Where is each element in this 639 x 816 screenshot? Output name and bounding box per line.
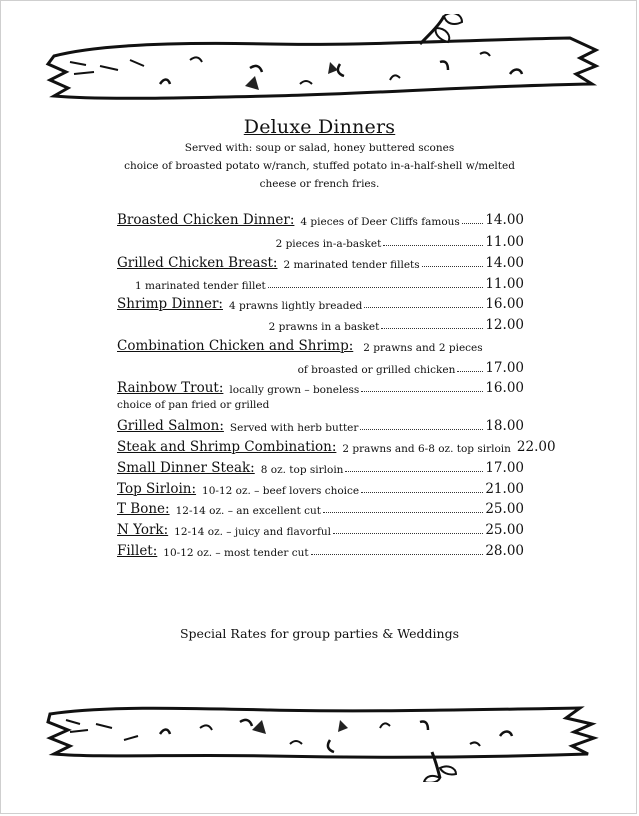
item-desc: 2 prawns in a basket bbox=[268, 321, 380, 333]
item-name: Broasted Chicken Dinner: bbox=[117, 212, 295, 228]
menu-row-grilled-chicken-single bbox=[135, 274, 524, 292]
special-rates-note: Special Rates for group parties & Weddings bbox=[179, 626, 459, 641]
item-price: 17.00 bbox=[485, 460, 524, 476]
leader-dots bbox=[364, 307, 483, 308]
item-price: 22.00 bbox=[516, 439, 556, 455]
item-desc: locally grown – boneless bbox=[229, 384, 360, 396]
menu-row-top-sirloin bbox=[117, 479, 524, 497]
leader-dots bbox=[462, 223, 484, 224]
item-price: 25.00 bbox=[485, 522, 524, 538]
item-name: Top Sirloin: bbox=[117, 481, 197, 497]
menu-row-grilled-chicken bbox=[117, 253, 524, 271]
leader-dots bbox=[381, 328, 483, 329]
item-price: 16.00 bbox=[485, 296, 524, 312]
item-desc: 1 marinated tender fillet bbox=[135, 280, 266, 292]
subtitle-line-3: cheese or french fries. bbox=[259, 178, 380, 190]
leader-dots bbox=[361, 492, 483, 493]
leader-dots bbox=[361, 391, 483, 392]
item-name: Grilled Salmon: bbox=[117, 418, 224, 434]
item-desc: 10-12 oz. – most tender cut bbox=[163, 547, 309, 559]
menu-row-broasted-chicken bbox=[117, 210, 524, 228]
item-desc: 2 pieces in-a-basket bbox=[275, 238, 382, 250]
trout-note: choice of pan fried or grilled bbox=[117, 399, 270, 411]
item-price: 28.00 bbox=[485, 543, 524, 559]
item-name: Grilled Chicken Breast: bbox=[117, 255, 278, 271]
page-title: Deluxe Dinners bbox=[243, 116, 396, 138]
item-name: Rainbow Trout: bbox=[117, 380, 224, 396]
item-desc: 8 oz. top sirloin bbox=[260, 464, 344, 476]
leader-dots bbox=[383, 245, 483, 246]
item-price: 11.00 bbox=[485, 234, 524, 250]
menu-row-combination-chicken-shrimp bbox=[117, 336, 524, 354]
menu-row-grilled-salmon bbox=[117, 416, 524, 434]
item-price: 11.00 bbox=[485, 276, 524, 292]
menu-row-shrimp-basket bbox=[117, 315, 524, 333]
birch-log-bottom-illustration bbox=[40, 692, 600, 782]
leader-dots bbox=[268, 287, 484, 288]
item-desc: 12-14 oz. – an excellent cut bbox=[175, 505, 322, 517]
menu-row-small-dinner-steak bbox=[117, 458, 524, 476]
leader-dots bbox=[311, 554, 484, 555]
leader-dots bbox=[345, 471, 483, 472]
item-name: Combination Chicken and Shrimp: bbox=[117, 338, 354, 354]
item-name: Shrimp Dinner: bbox=[117, 296, 223, 312]
item-desc: 4 pieces of Deer Cliffs famous bbox=[300, 216, 460, 228]
item-price: 21.00 bbox=[485, 481, 524, 497]
item-name: Fillet: bbox=[117, 543, 158, 559]
leader-dots bbox=[333, 533, 483, 534]
item-price: 25.00 bbox=[485, 501, 524, 517]
item-name: Small Dinner Steak: bbox=[117, 460, 255, 476]
menu-row-combination-continued bbox=[117, 358, 524, 376]
item-desc: 2 marinated tender fillets bbox=[283, 259, 420, 271]
item-price: 14.00 bbox=[485, 212, 524, 228]
subtitle-line-2: choice of broasted potato w/ranch, stuffed potato in-a-half-shell w/melted bbox=[124, 160, 515, 172]
leader-dots bbox=[422, 266, 484, 267]
item-desc: 4 prawns lightly breaded bbox=[228, 300, 363, 312]
item-desc: 10-12 oz. – beef lovers choice bbox=[202, 485, 360, 497]
birch-log-top-illustration bbox=[40, 14, 600, 104]
item-name: T Bone: bbox=[117, 501, 170, 517]
item-desc: 2 prawns and 2 pieces bbox=[363, 342, 483, 354]
item-name: Steak and Shrimp Combination: bbox=[117, 439, 337, 455]
item-name: N York: bbox=[117, 522, 169, 538]
menu-row-t-bone bbox=[117, 499, 524, 517]
leader-dots bbox=[457, 371, 483, 372]
menu-row-broasted-chicken-basket bbox=[117, 232, 524, 250]
menu-row-fillet bbox=[117, 541, 524, 559]
leader-dots bbox=[360, 429, 483, 430]
item-desc: Served with herb butter bbox=[229, 422, 359, 434]
menu-row-steak-shrimp-combination bbox=[117, 437, 556, 455]
menu-row-shrimp-dinner bbox=[117, 294, 524, 312]
leader-dots bbox=[323, 512, 483, 513]
menu-row-new-york bbox=[117, 520, 524, 538]
item-desc: of broasted or grilled chicken bbox=[297, 364, 456, 376]
item-price: 17.00 bbox=[485, 360, 524, 376]
item-price: 12.00 bbox=[485, 317, 524, 333]
item-desc: 12-14 oz. – juicy and flavorful bbox=[174, 526, 332, 538]
item-price: 18.00 bbox=[485, 418, 524, 434]
menu-row-rainbow-trout bbox=[117, 378, 524, 396]
item-price: 14.00 bbox=[485, 255, 524, 271]
item-desc: 2 prawns and 6-8 oz. top sirloin bbox=[342, 443, 511, 455]
subtitle-line-1: Served with: soup or salad, honey buttered scones bbox=[184, 142, 455, 154]
item-price: 16.00 bbox=[485, 380, 524, 396]
